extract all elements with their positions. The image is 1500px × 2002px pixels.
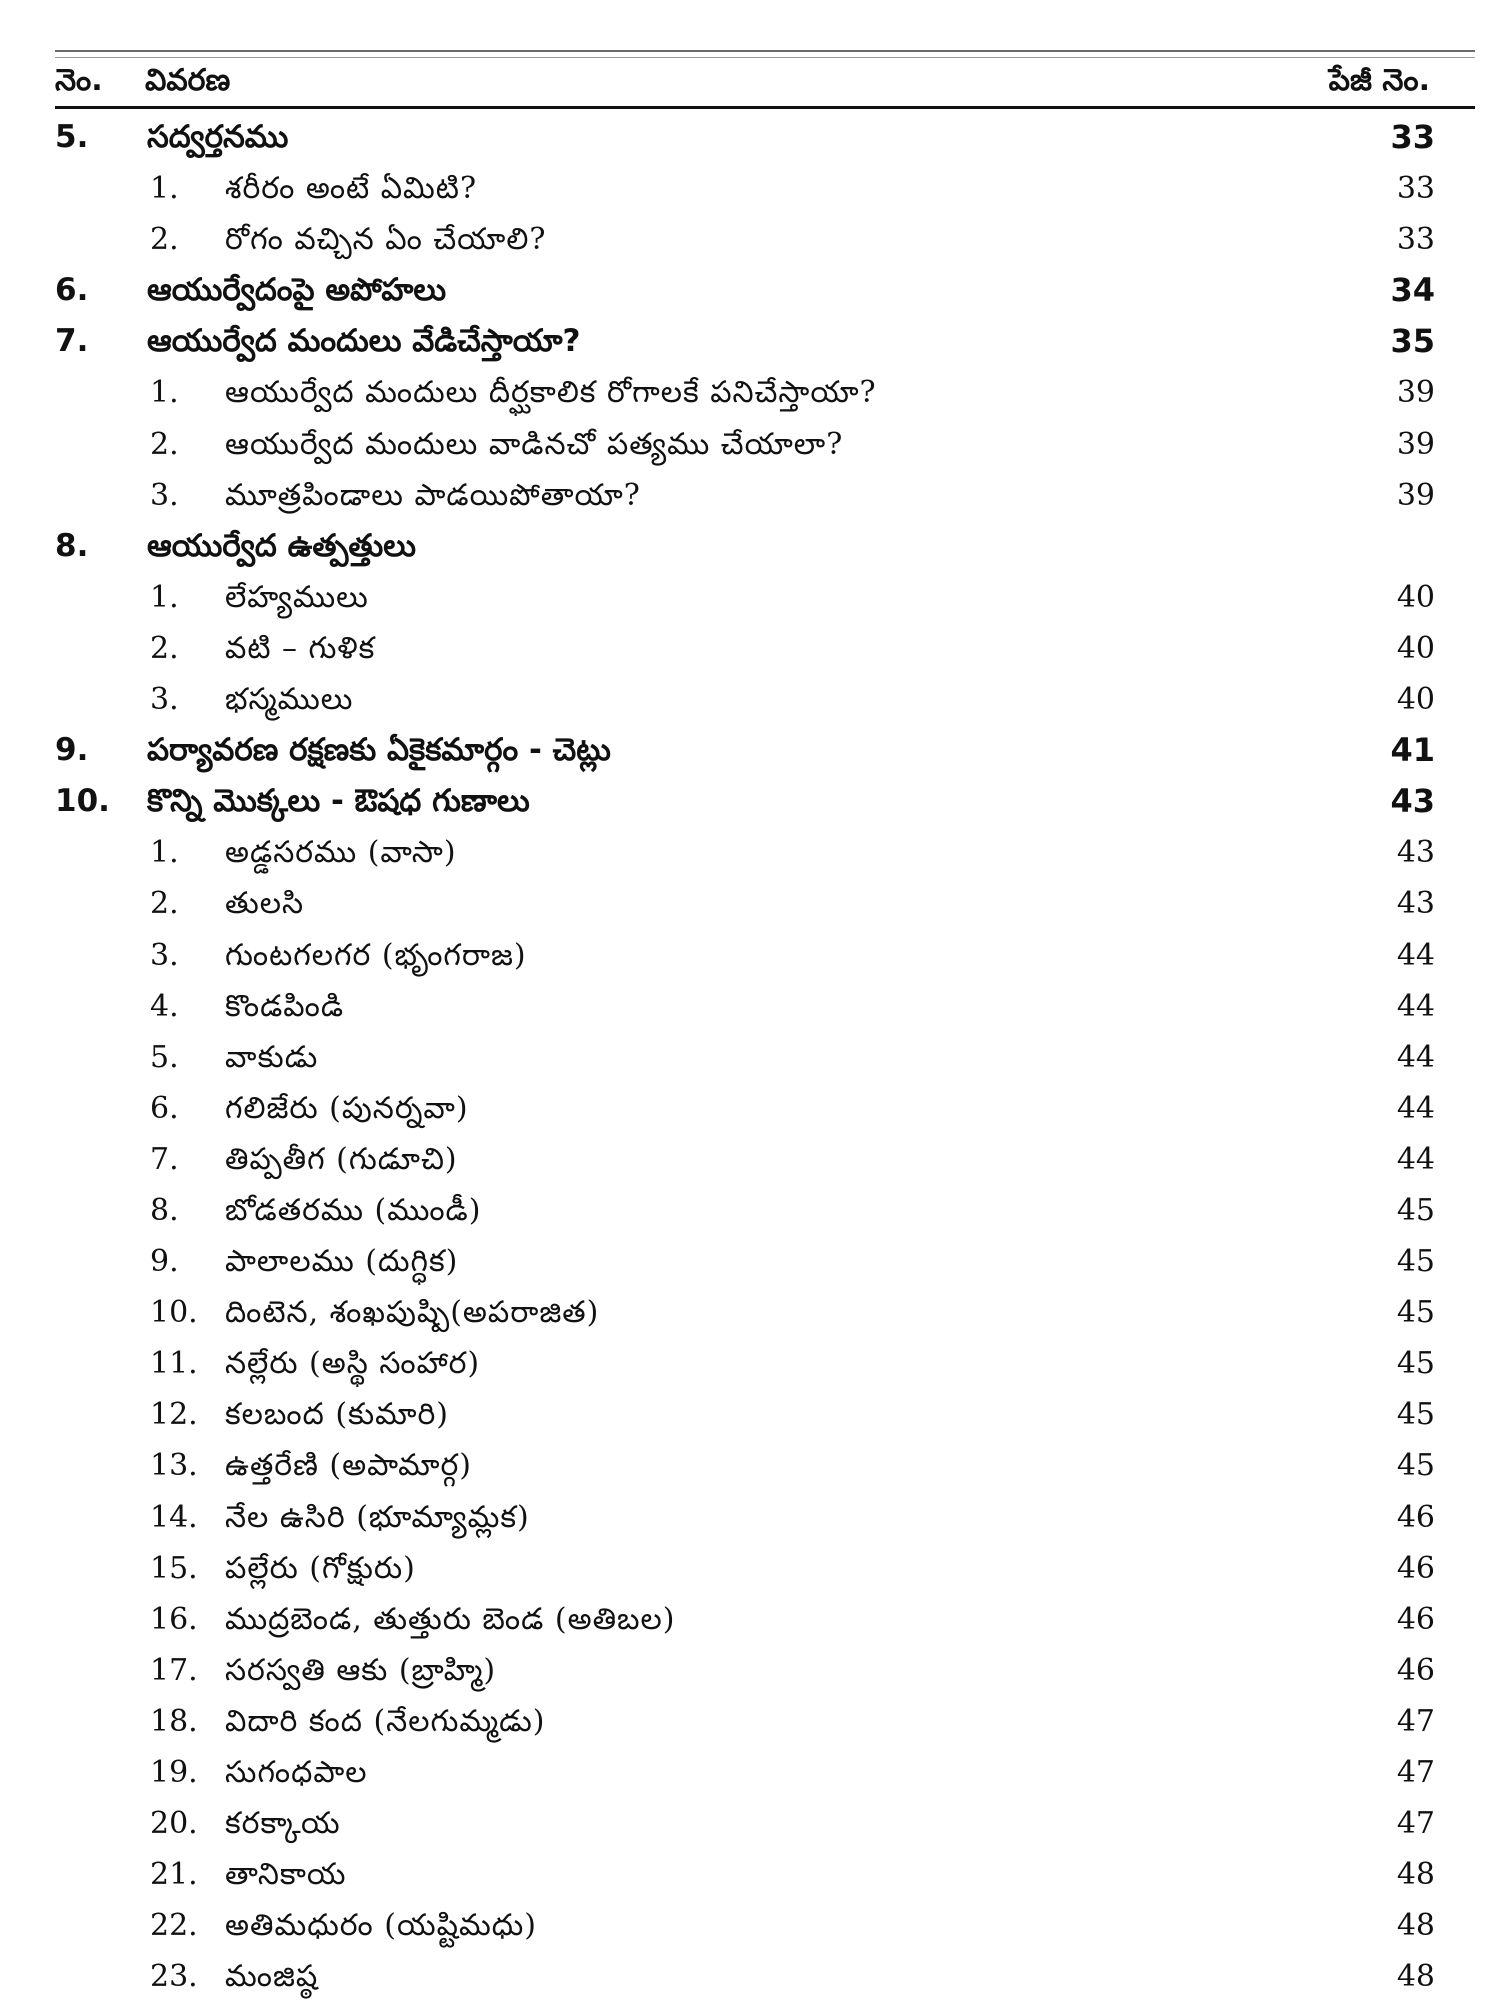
toc-entry-page: 35: [1390, 322, 1435, 361]
toc-entry-number: 12.: [150, 1397, 198, 1433]
toc-entry-page: 41: [1390, 731, 1435, 770]
toc-entry-title: పాలాలము (దుగ్ధిక): [225, 1244, 459, 1280]
header-number-label: నెం.: [55, 63, 103, 98]
toc-entry-page: 40: [1396, 682, 1435, 718]
toc-entry-number: 7.: [150, 1141, 179, 1177]
toc-entry-title: విదారి కంద (నేలగుమ్మడు): [225, 1703, 546, 1739]
toc-entry-title: బోడతరము (ముండీ): [225, 1192, 482, 1228]
toc-entry-title: ఆయుర్వేద మందులు వాడినచో పత్యము చేయాలా?: [225, 426, 844, 462]
toc-entry-page: 33: [1390, 118, 1435, 156]
toc-entry-page: 40: [1396, 579, 1435, 615]
toc-entry-page: 45: [1396, 1397, 1435, 1433]
toc-entry-title: ఆయుర్వేదంపై అపోహలు: [147, 272, 447, 309]
toc-entry-title: భస్మములు: [225, 682, 354, 718]
toc-entry-number: 22.: [150, 1908, 198, 1944]
toc-item-row: [55, 1645, 1435, 1696]
toc-entry-title: కొండపిండి: [225, 988, 345, 1024]
toc-item-row: [55, 1287, 1435, 1338]
toc-entry-page: 46: [1396, 1601, 1435, 1637]
toc-entry-title: మూత్రపిండాలు పాడయిపోతాయా?: [225, 477, 641, 513]
toc-entry-number: 1.: [150, 579, 179, 615]
toc-entry-title: శరీరం అంటే ఏమిటి?: [225, 171, 478, 207]
toc-item-row: [55, 1338, 1435, 1389]
toc-entry-number: 6.: [150, 1090, 179, 1126]
toc-item-row: [55, 1594, 1435, 1645]
toc-item-row: [55, 930, 1435, 981]
toc-item-row: [55, 163, 1435, 214]
toc-entry-title: సరస్వతి ఆకు (బ్రాహ్మి): [225, 1652, 497, 1688]
toc-entry-page: 46: [1396, 1499, 1435, 1535]
toc-entry-page: 48: [1396, 1959, 1435, 1995]
toc-entry-number: 5.: [150, 1039, 179, 1075]
toc-entry-number: 6.: [55, 272, 89, 309]
toc-entry-page: 40: [1396, 630, 1435, 666]
toc-entry-page: 39: [1396, 375, 1435, 411]
toc-entry-number: 7.: [55, 323, 89, 360]
toc-entry-page: 45: [1396, 1192, 1435, 1228]
toc-entry-page: 34: [1390, 271, 1435, 310]
toc-item-row: [55, 419, 1435, 470]
toc-entry-page: 47: [1396, 1755, 1435, 1790]
toc-entry-number: 15.: [150, 1550, 198, 1586]
header-rule: [55, 106, 1475, 109]
toc-entry-number: 17.: [150, 1652, 198, 1688]
toc-entry-title: నేల ఉసిరి (భూమ్యామ్లక): [225, 1499, 530, 1535]
toc-entry-title: తులసి: [225, 886, 305, 922]
toc-item-row: [55, 827, 1435, 878]
toc-entry-page: 48: [1396, 1908, 1435, 1944]
toc-item-row: [55, 981, 1435, 1032]
toc-entry-page: 46: [1396, 1550, 1435, 1586]
toc-entry-title: ముద్రబెండ, తుత్తురు బెండ (అతిబల): [225, 1601, 676, 1637]
toc-entry-title: పల్లేరు (గోక్షురు): [225, 1550, 416, 1586]
toc-entry-title: నల్లేరు (అస్థి సంహార): [225, 1346, 481, 1382]
toc-item-row: [55, 674, 1435, 725]
toc-entry-title: అడ్డసరము (వాసా): [225, 835, 457, 871]
toc-item-row: [55, 1083, 1435, 1134]
toc-entry-title: గలిజేరు (పునర్నవా): [225, 1090, 469, 1126]
toc-section-row: [55, 725, 1435, 776]
toc-section-row: [55, 112, 1435, 163]
toc-entry-page: 44: [1396, 937, 1435, 973]
toc-entry-number: 11.: [150, 1346, 198, 1382]
header-description-label: వివరణ: [145, 63, 231, 98]
toc-section-row: [55, 776, 1435, 827]
toc-entry-title: ఆయుర్వేద ఉత్పత్తులు: [147, 527, 416, 564]
toc-entry-number: 21.: [150, 1857, 198, 1893]
toc-list: [55, 112, 1435, 2002]
toc-item-row: [55, 470, 1435, 521]
toc-entry-number: 13.: [150, 1448, 198, 1484]
toc-entry-title: గుంటగలగర (భృంగరాజ): [225, 937, 527, 973]
header-page-label: పేజీ నెం.: [1328, 63, 1430, 98]
toc-entry-number: 14.: [150, 1499, 198, 1535]
toc-entry-number: 20.: [150, 1806, 198, 1842]
toc-item-row: [55, 1951, 1435, 2002]
toc-entry-page: 45: [1396, 1295, 1435, 1331]
toc-item-row: [55, 878, 1435, 929]
toc-entry-page: 43: [1396, 835, 1435, 871]
toc-item-row: [55, 1440, 1435, 1491]
toc-entry-number: 23.: [150, 1959, 198, 1995]
toc-entry-page: 33: [1396, 171, 1435, 207]
toc-entry-number: 8.: [55, 527, 89, 564]
toc-item-row: [55, 1134, 1435, 1185]
toc-item-row: [55, 1185, 1435, 1236]
toc-entry-page: 39: [1396, 426, 1435, 462]
toc-item-row: [55, 367, 1435, 418]
toc-entry-number: 9.: [150, 1244, 179, 1280]
toc-entry-number: 10.: [150, 1295, 198, 1331]
toc-entry-title: రోగం వచ్చిన ఏం చేయాలి?: [225, 222, 547, 258]
toc-entry-page: 44: [1396, 988, 1435, 1024]
toc-entry-number: 1.: [150, 375, 179, 411]
toc-item-row: [55, 1900, 1435, 1951]
toc-entry-number: 2.: [150, 222, 179, 258]
toc-entry-title: మంజిష్ఠ: [225, 1959, 319, 1995]
toc-entry-number: 8.: [150, 1192, 179, 1228]
toc-entry-page: 45: [1396, 1346, 1435, 1382]
toc-item-row: [55, 623, 1435, 674]
toc-entry-title: వాకుడు: [225, 1039, 319, 1075]
toc-entry-title: కలబంద (కుమారి): [225, 1397, 449, 1433]
toc-entry-title: ఉత్తరేణి (అపామార్గ): [225, 1448, 472, 1484]
toc-entry-title: పర్యావరణ రక్షణకు ఏకైకమార్గం - చెట్లు: [147, 732, 611, 769]
toc-entry-page: 43: [1396, 886, 1435, 922]
toc-header: [55, 58, 1475, 104]
toc-item-row: [55, 1747, 1435, 1798]
top-rule: [55, 50, 1475, 52]
toc-item-row: [55, 1492, 1435, 1543]
toc-entry-number: 3.: [150, 477, 179, 513]
toc-entry-page: 47: [1396, 1703, 1435, 1739]
toc-entry-page: 45: [1396, 1448, 1435, 1484]
toc-entry-title: సద్వర్తనము: [147, 119, 289, 155]
toc-section-row: [55, 521, 1435, 572]
toc-entry-number: 5.: [55, 119, 89, 155]
toc-entry-title: కొన్ని మొక్కలు - ఔషధ గుణాలు: [147, 783, 530, 820]
toc-entry-title: ఆయుర్వేద మందులు వేడిచేస్తాయా?: [147, 323, 581, 360]
toc-section-row: [55, 265, 1435, 316]
toc-entry-page: 46: [1396, 1652, 1435, 1688]
toc-entry-number: 3.: [150, 937, 179, 973]
toc-entry-number: 9.: [55, 732, 89, 769]
toc-item-row: [55, 1389, 1435, 1440]
toc-item-row: [55, 1696, 1435, 1747]
toc-entry-title: ఆయుర్వేద మందులు దీర్ఘకాలిక రోగాలకే పనిచేస్తాయా?: [225, 375, 877, 411]
toc-entry-page: 33: [1396, 222, 1435, 258]
toc-item-row: [55, 1798, 1435, 1849]
toc-entry-title: దింటెన, శంఖపుష్పి(అపరాజిత): [225, 1295, 600, 1331]
toc-entry-number: 19.: [150, 1755, 198, 1790]
toc-item-row: [55, 1032, 1435, 1083]
toc-item-row: [55, 214, 1435, 265]
toc-entry-title: తానికాయ: [225, 1857, 347, 1893]
toc-entry-title: అతిమధురం (యష్టిమధు): [225, 1908, 537, 1944]
toc-entry-page: 48: [1396, 1857, 1435, 1893]
toc-entry-page: 45: [1396, 1244, 1435, 1280]
toc-entry-page: 44: [1396, 1141, 1435, 1177]
toc-entry-number: 18.: [150, 1703, 198, 1739]
toc-entry-page: 44: [1396, 1090, 1435, 1126]
toc-item-row: [55, 1543, 1435, 1594]
toc-entry-title: లేహ్యములు: [225, 579, 369, 615]
toc-entry-number: 2.: [150, 886, 179, 922]
toc-entry-number: 1.: [150, 835, 179, 871]
toc-entry-title: సుగంధపాల: [225, 1755, 368, 1790]
toc-entry-number: 3.: [150, 682, 179, 718]
toc-entry-number: 4.: [150, 988, 179, 1024]
toc-entry-page: 44: [1396, 1039, 1435, 1075]
toc-entry-page: 43: [1390, 782, 1435, 821]
toc-item-row: [55, 1236, 1435, 1287]
toc-entry-number: 1.: [150, 171, 179, 207]
toc-entry-number: 16.: [150, 1601, 198, 1637]
toc-section-row: [55, 316, 1435, 367]
toc-entry-number: 2.: [150, 630, 179, 666]
toc-entry-number: 2.: [150, 426, 179, 462]
toc-entry-page: 47: [1396, 1806, 1435, 1842]
toc-entry-title: కరక్కాయ: [225, 1806, 341, 1842]
toc-item-row: [55, 1849, 1435, 1900]
toc-entry-title: తిప్పతీగ (గుడూచి): [225, 1141, 458, 1177]
toc-entry-number: 10.: [55, 783, 110, 820]
toc-entry-page: 39: [1396, 477, 1435, 513]
toc-item-row: [55, 572, 1435, 623]
toc-entry-title: వటి – గుళిక: [225, 630, 376, 666]
